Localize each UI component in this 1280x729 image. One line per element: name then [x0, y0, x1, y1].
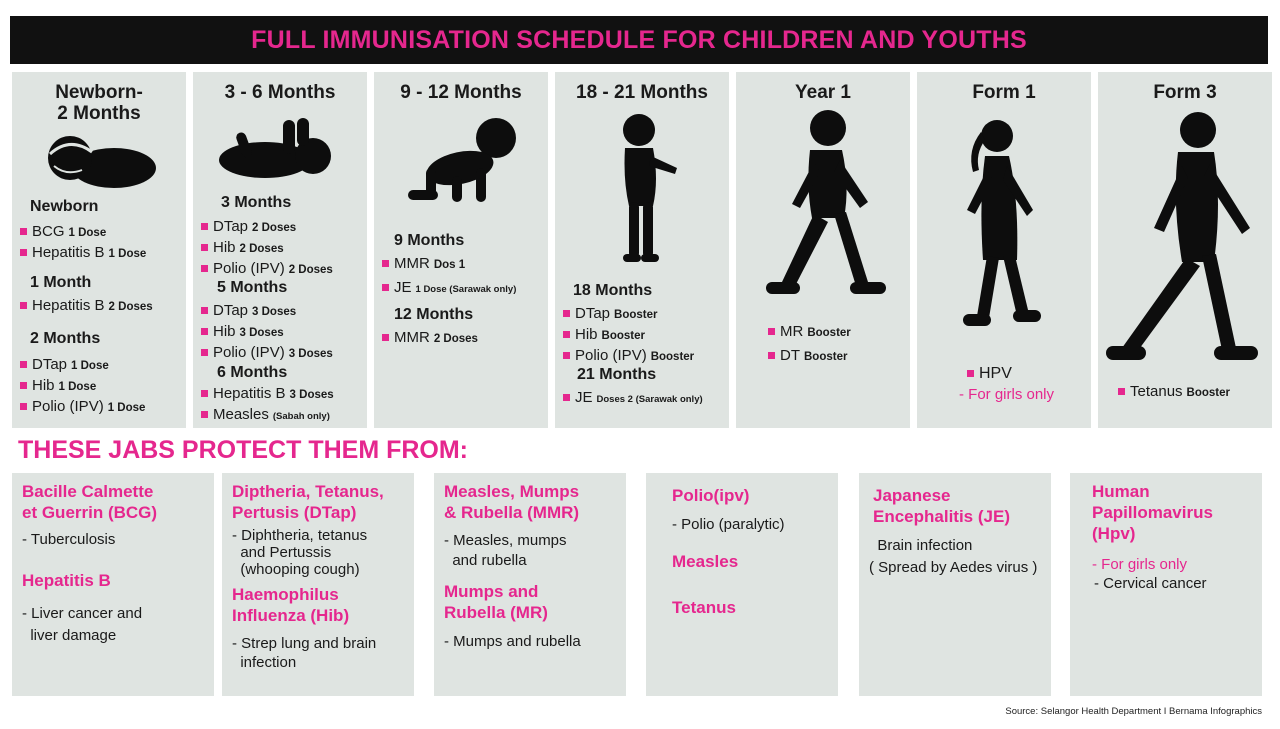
disease-name: Human Papillomavirus (Hpv) [1092, 482, 1213, 543]
running-girl-icon [953, 110, 1053, 350]
protection-card-polio-measles-tetanus [646, 473, 838, 696]
vaccine-item: DTap 3 Doses [201, 301, 363, 322]
protection-card-hpv [1070, 473, 1262, 696]
stage-18-21-months [555, 72, 729, 428]
disease-desc: - Tuberculosis [22, 531, 116, 548]
protect-heading: THESE JABS PROTECT THEM FROM: [18, 436, 469, 464]
vaccine-list [382, 254, 544, 299]
stage-title: 3 - 6 Months [224, 82, 336, 103]
vaccine-item: Measles (Sabah only) [201, 405, 363, 426]
bullet-icon [967, 370, 974, 377]
disease-name: Polio(ipv) [672, 486, 750, 505]
bullet-icon [20, 249, 27, 256]
bullet-icon [201, 411, 208, 418]
disease-name: Diptheria, Tetanus, Pertusis (DTap) [232, 482, 384, 522]
vaccine-group [30, 330, 182, 351]
protection-card-mmr-mr [434, 473, 626, 696]
vaccine-list [20, 296, 182, 317]
disease-desc: - Cervical cancer [1094, 575, 1207, 592]
vaccine-list [382, 328, 544, 349]
vaccine-item: DT Booster [768, 346, 906, 367]
stage-3-6-months [193, 72, 367, 428]
vaccine-list [563, 388, 725, 409]
stage-title: Year 1 [795, 82, 851, 103]
vaccine-item: Polio (IPV) 3 Doses [201, 343, 363, 364]
bullet-icon [201, 244, 208, 251]
group-heading: 6 Months [217, 364, 288, 381]
vaccine-item: Polio (IPV) 2 Doses [201, 259, 363, 280]
bullet-icon [382, 334, 389, 341]
toddler-icon [613, 110, 693, 270]
vaccine-list [959, 364, 1087, 403]
bullet-icon [768, 328, 775, 335]
bullet-icon [201, 223, 208, 230]
vaccine-group [394, 306, 544, 327]
crawling-baby-icon [404, 116, 524, 206]
disease-desc: - Strep lung and brain infection [232, 635, 377, 671]
vaccine-group [30, 198, 182, 219]
group-heading: Newborn [30, 198, 99, 215]
vaccine-item: Hepatitis B 3 Doses [201, 384, 363, 405]
vaccine-item: Hepatitis B 2 Doses [20, 296, 182, 317]
vaccine-item: DTap 2 Doses [201, 217, 363, 238]
stage-title: 9 - 12 Months [400, 82, 522, 103]
stage-title: Form 3 [1153, 82, 1217, 103]
vaccine-list [20, 222, 182, 264]
vaccine-item: Hib Booster [563, 325, 725, 346]
group-heading: 2 Months [30, 330, 101, 347]
disease-name: Haemophilus Influenza (Hib) [232, 585, 350, 625]
bullet-icon [20, 228, 27, 235]
bullet-icon [20, 403, 27, 410]
protection-card-je [859, 473, 1051, 696]
bullet-icon [201, 328, 208, 335]
vaccine-item: MR Booster [768, 322, 906, 343]
disease-desc: Brain infection ( Spread by Aedes virus ) [869, 537, 1038, 576]
disease-name: Measles, Mumps & Rubella (MMR) [444, 482, 580, 522]
girls-only-note: - For girls only [959, 386, 1055, 403]
group-heading: 5 Months [217, 279, 288, 296]
sleeping-baby-icon [40, 132, 160, 190]
disease-name: Measles [672, 552, 739, 571]
walking-child-icon [756, 106, 896, 316]
disease-name: Tetanus [672, 598, 736, 617]
vaccine-item: MMR Dos 1 [382, 254, 544, 275]
source-credit: Source: Selangor Health Department I Bernama Infographics [1005, 706, 1262, 717]
vaccine-group [217, 364, 363, 385]
walking-teen-icon [1102, 102, 1268, 378]
stage-title: Newborn- 2 Months [55, 82, 143, 124]
disease-desc: - Liver cancer and liver damage [22, 605, 143, 644]
vaccine-group [573, 282, 725, 303]
vaccine-group [217, 279, 363, 300]
vaccine-item: Tetanus Booster [1118, 382, 1268, 403]
bullet-icon [768, 352, 775, 359]
bullet-icon [20, 302, 27, 309]
bullet-icon [382, 260, 389, 267]
vaccine-item: Hepatitis B 1 Dose [20, 243, 182, 264]
stage-title: Form 1 [972, 82, 1036, 103]
vaccine-item: JE 1 Dose (Sarawak only) [382, 278, 544, 299]
bullet-icon [563, 331, 570, 338]
page-title: FULL IMMUNISATION SCHEDULE FOR CHILDREN AND YOUTHS [251, 25, 1027, 54]
bullet-icon [201, 390, 208, 397]
stage-title: 18 - 21 Months [576, 82, 708, 103]
vaccine-list [1118, 382, 1268, 403]
vaccine-item: Hib 2 Doses [201, 238, 363, 259]
vaccine-item: DTap Booster [563, 304, 725, 325]
vaccine-item: MMR 2 Doses [382, 328, 544, 349]
vaccine-group [221, 194, 363, 215]
vaccine-group [30, 274, 182, 295]
lying-baby-icon [217, 116, 337, 180]
vaccine-item: DTap 1 Dose [20, 355, 182, 376]
group-heading: 12 Months [394, 306, 474, 323]
vaccine-list [201, 217, 363, 280]
disease-desc: - Diphtheria, tetanus and Pertussis (whooping cough) [232, 527, 368, 578]
bullet-icon [563, 394, 570, 401]
disease-name: Hepatitis B [22, 571, 111, 590]
vaccine-item: Polio (IPV) 1 Dose [20, 397, 182, 418]
disease-desc: - Measles, mumps and rubella [444, 532, 567, 569]
vaccine-list [201, 301, 363, 364]
bullet-icon [201, 349, 208, 356]
vaccine-item: Polio (IPV) Booster [563, 346, 725, 367]
bullet-icon [20, 361, 27, 368]
disease-desc: - Mumps and rubella [444, 633, 581, 650]
stage-form-3 [1098, 72, 1272, 428]
stage-9-12-months [374, 72, 548, 428]
bullet-icon [382, 284, 389, 291]
vaccine-group [577, 366, 725, 387]
group-heading: 1 Month [30, 274, 92, 291]
vaccine-list [563, 304, 725, 367]
vaccine-list [20, 355, 182, 418]
bullet-icon [201, 307, 208, 314]
vaccine-group [394, 232, 544, 253]
vaccine-item: Hib 1 Dose [20, 376, 182, 397]
disease-name: Mumps and Rubella (MR) [444, 582, 548, 622]
group-heading: 3 Months [221, 194, 292, 211]
disease-desc: - Polio (paralytic) [672, 516, 785, 533]
vaccine-list [201, 384, 363, 426]
vaccine-item: JE Doses 2 (Sarawak only) [563, 388, 725, 409]
girls-only-note: - For girls only [1092, 556, 1188, 573]
stage-newborn [12, 72, 186, 428]
bullet-icon [563, 352, 570, 359]
bullet-icon [563, 310, 570, 317]
vaccine-item: Hib 3 Doses [201, 322, 363, 343]
stage-form-1 [917, 72, 1091, 428]
title-bar [10, 16, 1268, 64]
vaccine-item: BCG 1 Dose [20, 222, 182, 243]
vaccine-list [768, 322, 906, 367]
disease-name: Bacille Calmette et Guerrin (BCG) [22, 482, 158, 522]
group-heading: 18 Months [573, 282, 653, 299]
protection-card-bcg-hepb [12, 473, 214, 696]
group-heading: 21 Months [577, 366, 657, 383]
group-heading: 9 Months [394, 232, 465, 249]
bullet-icon [20, 382, 27, 389]
protection-card-dtap-hib [222, 473, 414, 696]
bullet-icon [201, 265, 208, 272]
stage-year-1 [736, 72, 910, 428]
bullet-icon [1118, 388, 1125, 395]
disease-name: Japanese Encephalitis (JE) [873, 486, 1010, 526]
vaccine-item: HPV [967, 364, 1087, 383]
